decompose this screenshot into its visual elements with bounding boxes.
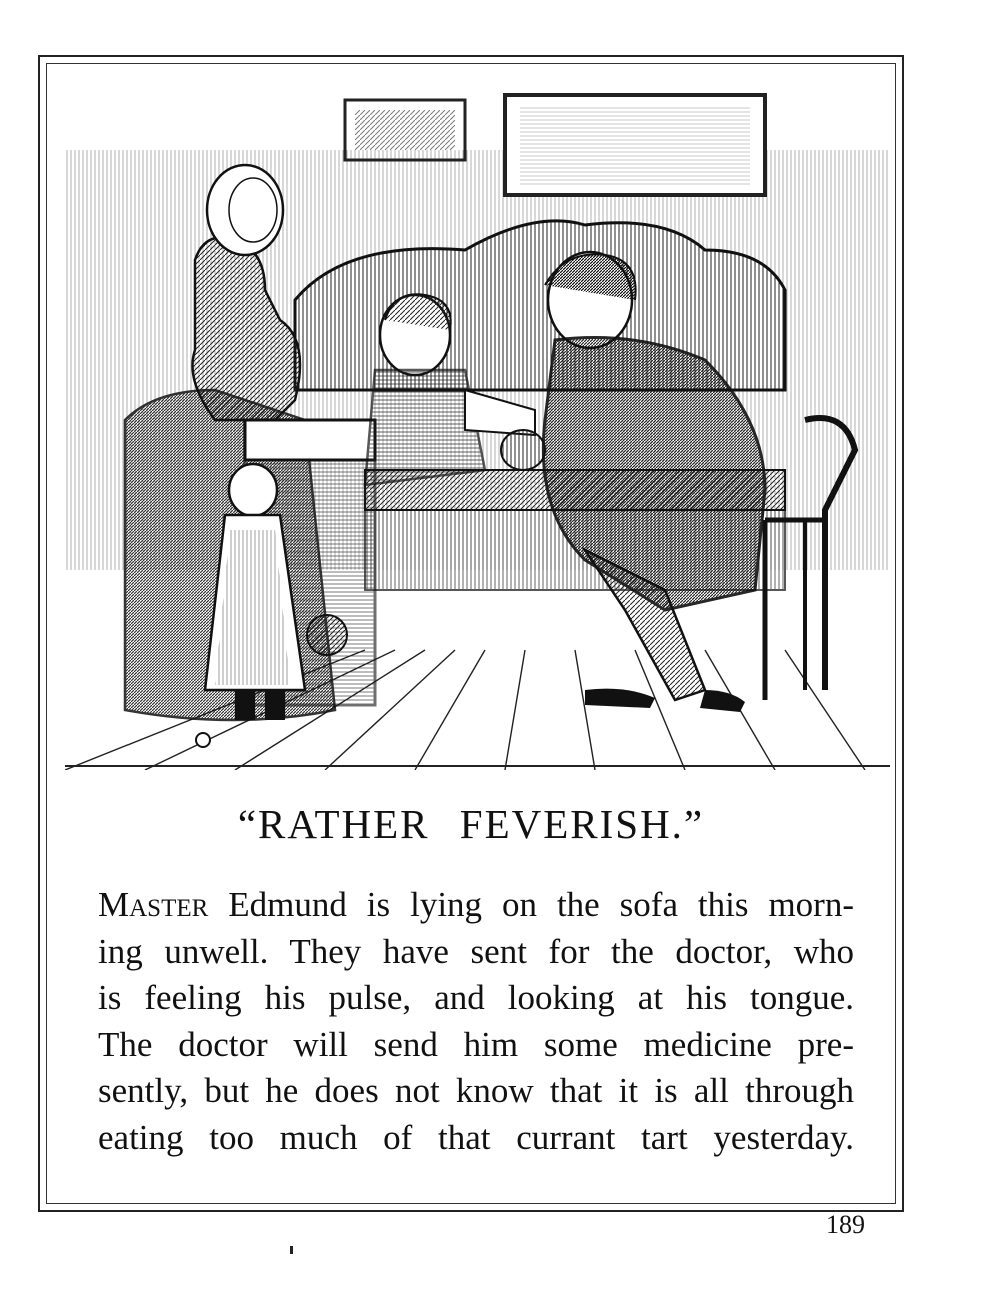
body-line-3: is feeling his pulse, and looking at his tongue.: [98, 978, 854, 1017]
body-line-1: Master Edmund is lying on the sofa this morn-: [98, 885, 854, 924]
drop-word: Master: [98, 885, 209, 924]
ball-on-floor: [196, 733, 210, 747]
body-paragraph: [98, 882, 854, 1161]
print-speck: [290, 1246, 293, 1254]
body-line-5: sently, but he does not know that it is all through: [98, 1071, 854, 1110]
girl-head: [229, 464, 277, 516]
side-table: [245, 420, 375, 460]
page-number: 189: [826, 1210, 865, 1239]
engraving-illustration: [65, 90, 890, 770]
doctor-hat: [501, 430, 545, 470]
girl-basket: [307, 615, 347, 655]
body-line-6: eating too much of that currant tart yesterday.: [98, 1117, 854, 1157]
body-line-4: The doctor will send him some medicine pre-: [98, 1024, 854, 1064]
illustration-caption: “RATHER FEVERISH.”: [237, 801, 705, 847]
body-line-2: ing unwell. They have sent for the doctor, who: [98, 931, 854, 971]
